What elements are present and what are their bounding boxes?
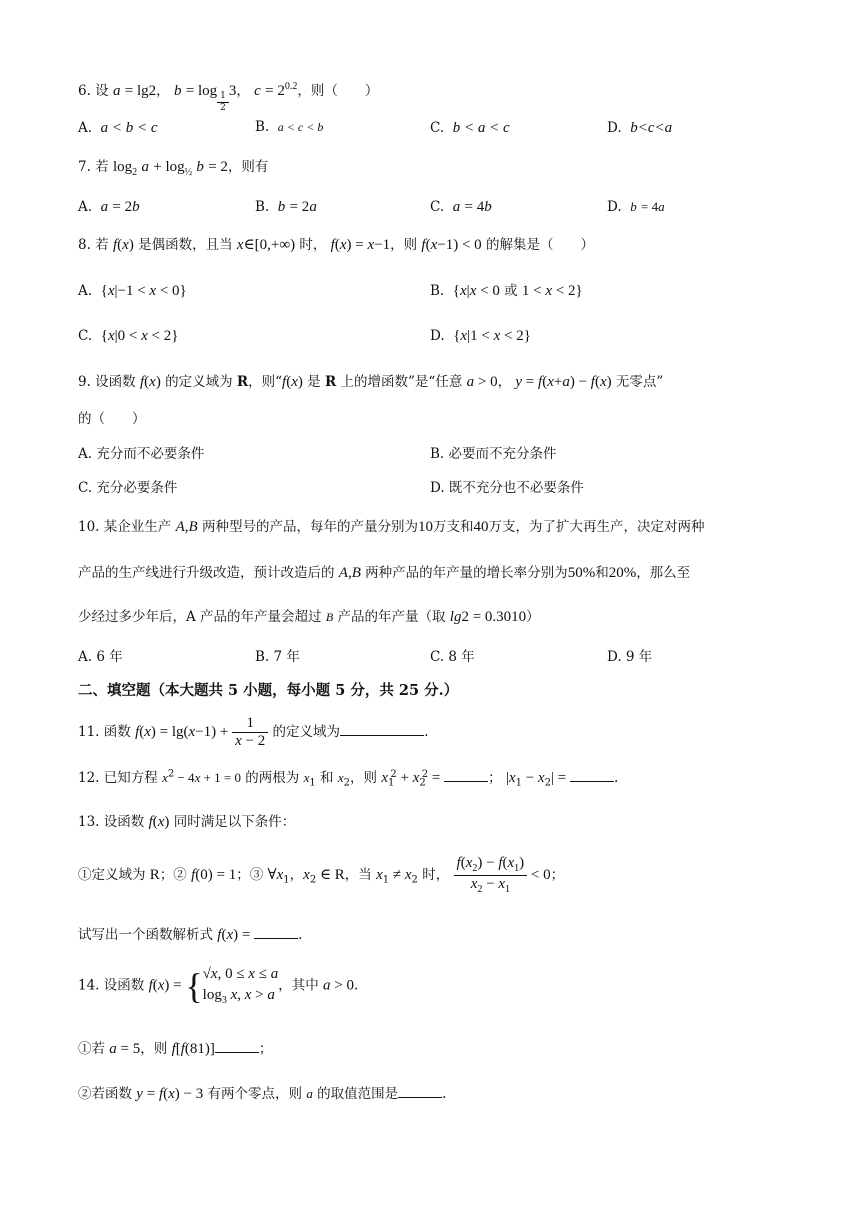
question-6-stem: 6. 设 a = lg2， b = log $_{\frac{1}{2}}$ 3， $c = 2^{0.2}$，则（ ） (78, 81, 379, 113)
q7-option-c[interactable]: C. a = 4b (430, 199, 492, 215)
question-12-stem: 12. 已知方程 $x^2 - 4x + 1 = 0$ 的两根为 $x_1$ 和 $x_2$，则 $x_1^2 + x_2^2$ = ； $|x_1 - x_2|$ = . (78, 768, 619, 789)
question-13-conditions: ①定义域为 R；② f(0) = 1；③ $\forall x_1$，$x_2$ ∈ R，当 $x_1 \ne x_2$ 时， $\frac{f(x_2) - f(x_1)}{x_2 - x_1}$ < 0； (78, 855, 565, 895)
q10-option-a[interactable]: A. 6 年 (78, 649, 123, 665)
q9-option-b[interactable]: B. 必要而不充分条件 (430, 446, 557, 462)
q10-option-c[interactable]: C. 8 年 (430, 649, 475, 665)
question-13-ask: 试写出一个函数解析式 f(x) = . (78, 927, 303, 943)
question-14-stem: 14. 设函数 f(x) = { √x, 0 ≤ x ≤ a $\log_3 x$, x > a ，其中 a > 0. (78, 966, 359, 1006)
q8-option-c[interactable]: C. {x|0 < x < 2} (78, 328, 179, 344)
q7-option-b[interactable]: B. b = 2a (255, 199, 317, 215)
question-10-line-1: 10. 某企业生产 A,B 两种型号的产品，每年的产量分别为10万支和40万支，为了扩大再生产，决定对两种 (78, 519, 705, 535)
q6-option-c[interactable]: C. b < a < c (430, 120, 510, 136)
q8-option-a[interactable]: A. {x|−1 < x < 0} (78, 283, 187, 299)
question-7-stem: 7. 若 $\log_2 a + \log_{\frac{1}{2}} b = 2$，则有 (78, 159, 269, 178)
question-10-line-2: 产品的生产线进行升级改造，预计改造后的 A,B 两种产品的年产量的增长率分别为50%和20%，那么至 (78, 565, 691, 581)
q8-option-b[interactable]: B. {x|x < 0 或 1 < x < 2} (430, 283, 583, 299)
question-10-line-3: 少经过多少年后，A 产品的年产量会超过 B 产品的年产量（取 lg2 = 0.3010） (78, 609, 540, 625)
q8-option-d[interactable]: D. {x|1 < x < 2} (430, 328, 531, 344)
q9-option-c[interactable]: C. 充分必要条件 (78, 480, 178, 496)
question-14-part-1: ①若 a = 5，则 f[f(81)] ； (78, 1041, 273, 1057)
q12-answer-blank-1[interactable] (444, 769, 488, 782)
q11-answer-blank[interactable] (340, 723, 424, 736)
q6-option-a[interactable]: A. a < b < c (78, 120, 158, 136)
q7-option-a[interactable]: A. a = 2b (78, 199, 140, 215)
question-8-stem: 8. 若 f(x) 是偶函数，且当 x∈[0,+∞) 时， f(x) = x−1，则 f(x−1) < 0 的解集是（ ） (78, 237, 594, 253)
q14-answer-blank-2[interactable] (398, 1085, 442, 1098)
question-13-stem: 13. 设函数 f(x) 同时满足以下条件： (78, 814, 296, 830)
q9-option-a[interactable]: A. 充分而不必要条件 (78, 446, 205, 462)
q10-option-d[interactable]: D. 9 年 (607, 649, 653, 665)
q9-option-d[interactable]: D. 既不充分也不必要条件 (430, 480, 584, 496)
q10-option-b[interactable]: B. 7 年 (255, 649, 300, 665)
q14-answer-blank-1[interactable] (215, 1040, 259, 1053)
question-9-stem-cont: 的（ ） (78, 411, 146, 427)
question-9-stem: 9. 设函数 f(x) 的定义域为 R，则“f(x) 是 R 上的增函数”是“任意 a > 0， y = f(x+a) − f(x) 无零点” (78, 374, 664, 390)
q13-answer-blank[interactable] (254, 926, 298, 939)
section-2-heading: 二、填空题（本大题共 5 小题，每小题 5 分，共 25 分.） (78, 682, 459, 699)
q7-option-d[interactable]: D. b = 4a (607, 199, 665, 215)
question-11-stem: 11. 函数 f(x) = lg(x−1) + $\frac{1}{x - 2}$ 的定义域为 . (78, 715, 429, 749)
question-14-part-2: ②若函数 y = f(x) − 3 有两个零点，则 a 的取值范围是 . (78, 1086, 447, 1102)
q6-option-b[interactable]: B. a < c < b (255, 119, 324, 135)
q12-answer-blank-2[interactable] (570, 769, 614, 782)
q6-option-d[interactable]: D. b<c<a (607, 120, 673, 136)
